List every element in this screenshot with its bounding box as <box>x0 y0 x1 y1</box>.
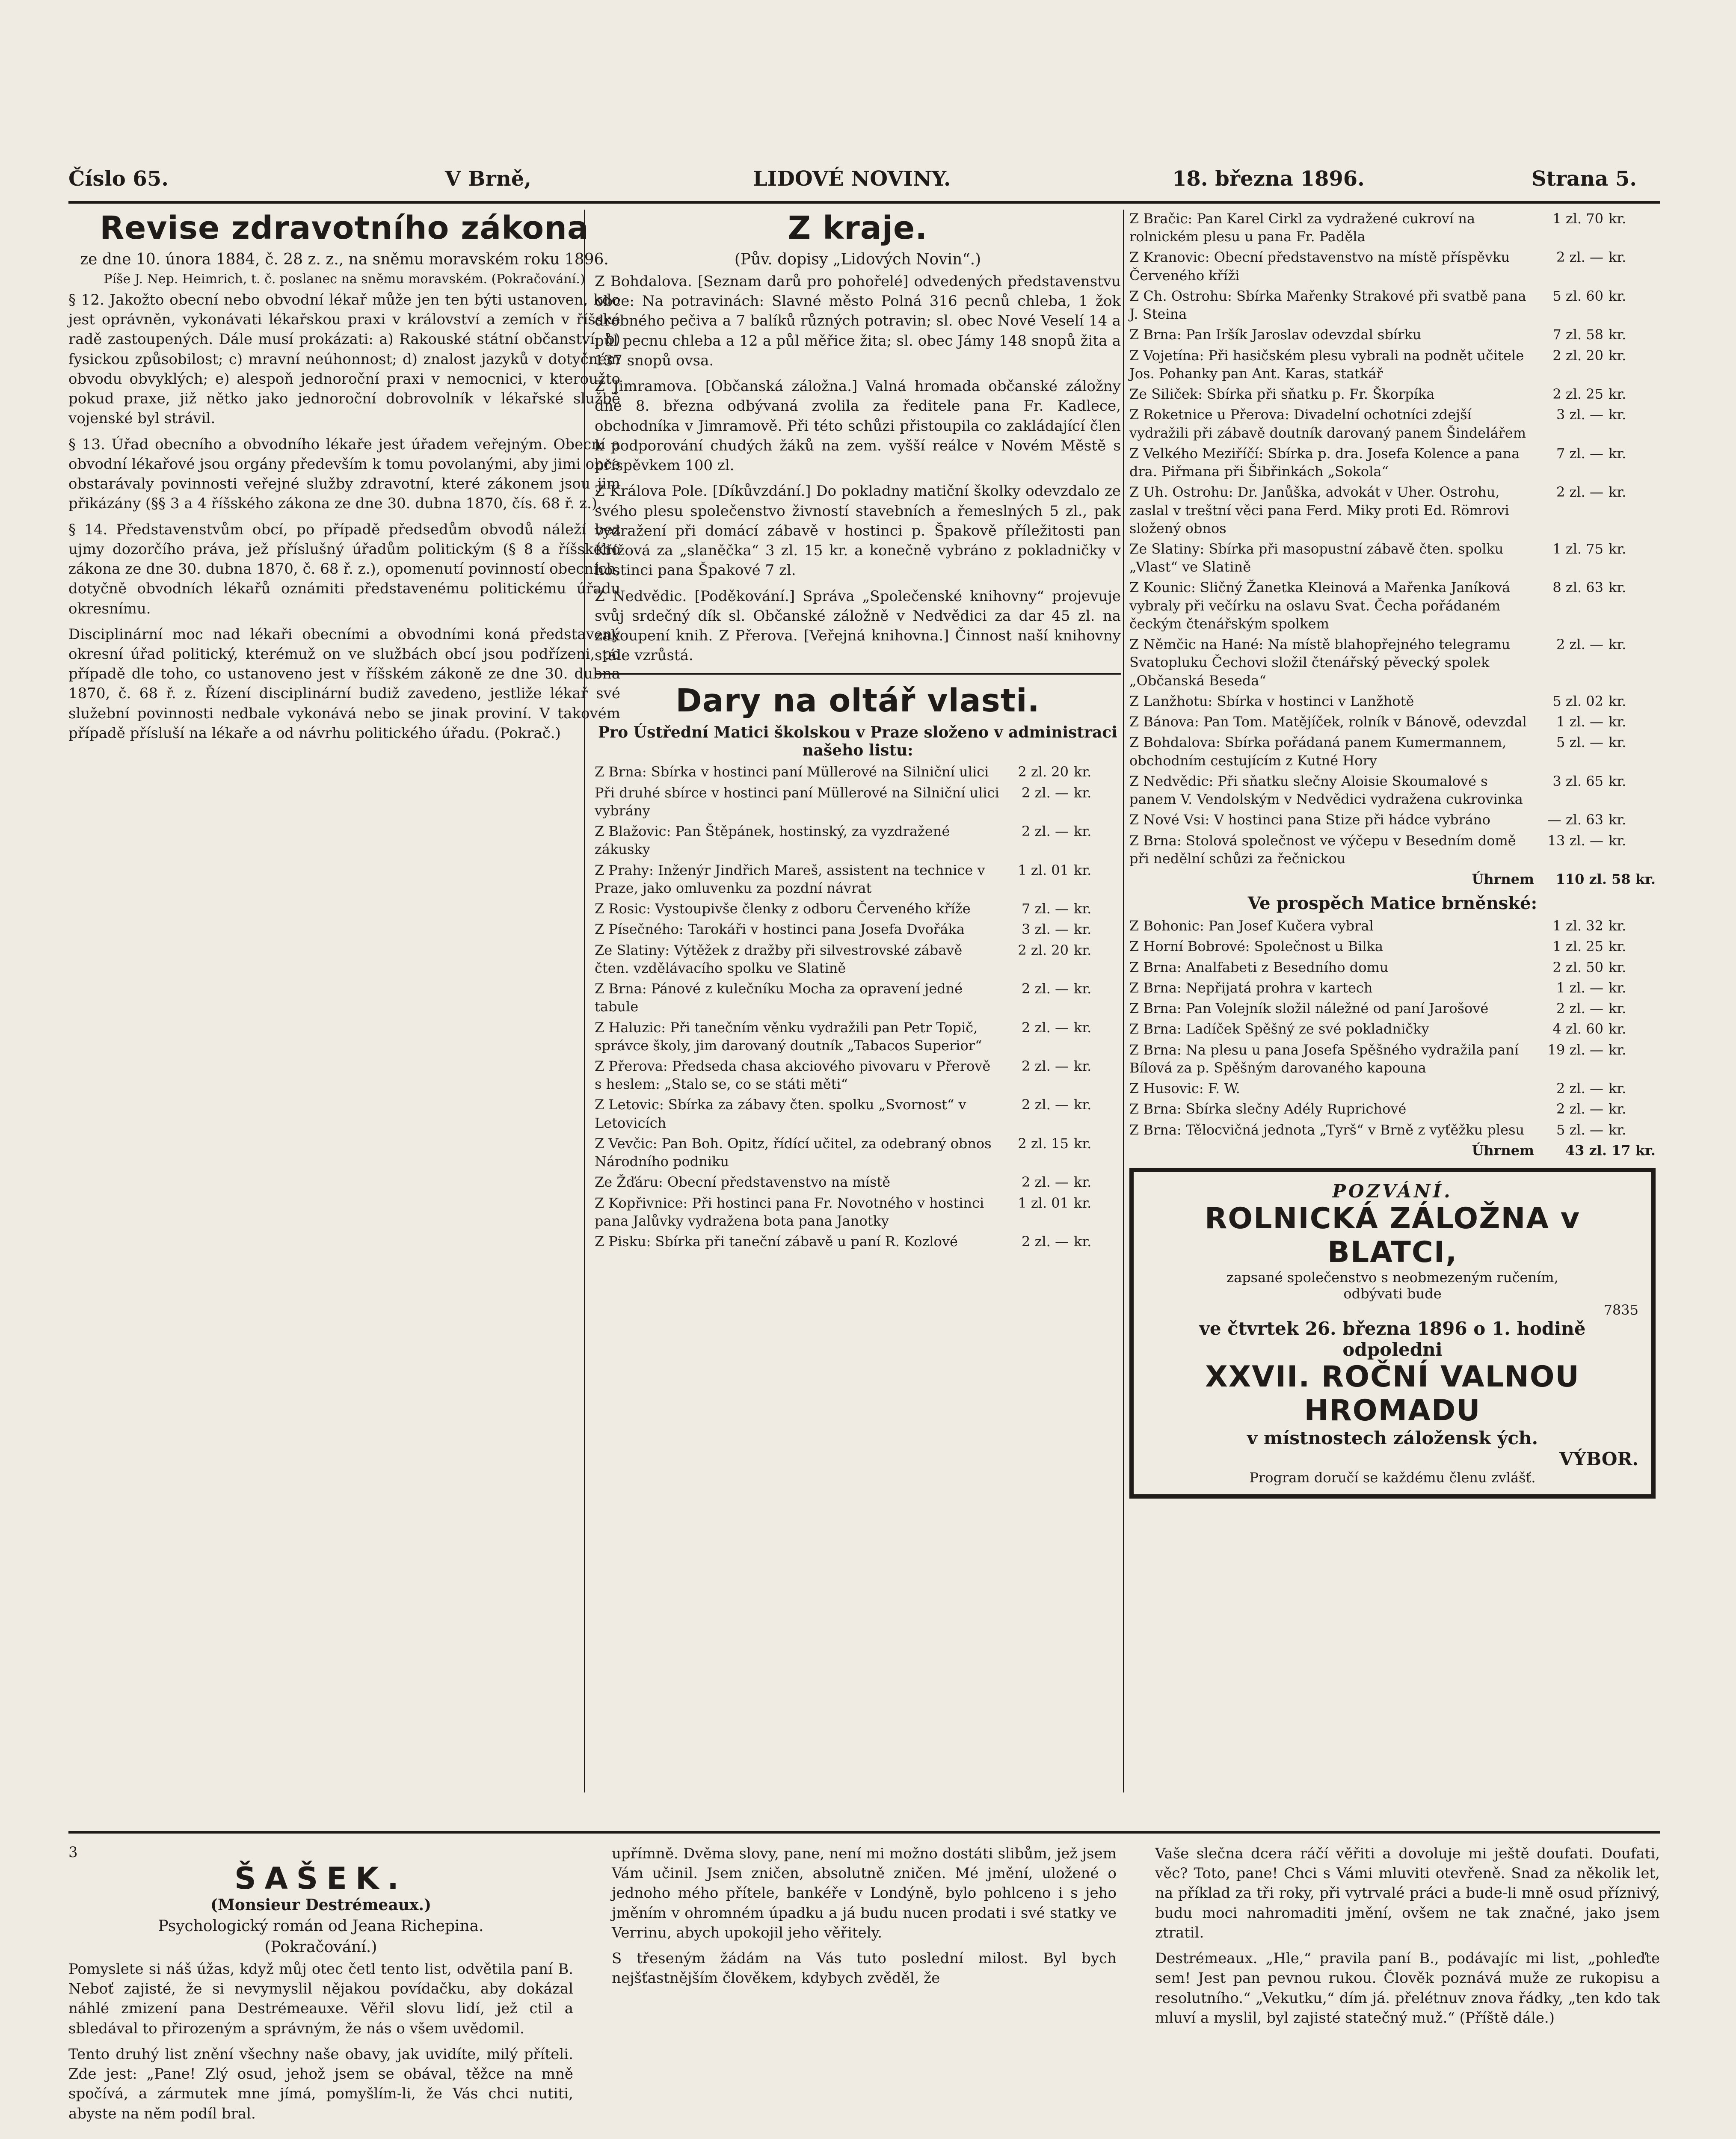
place: V Brně, <box>445 167 531 191</box>
donation-row <box>1129 287 1656 323</box>
donation-unit: kr. <box>1609 1000 1626 1017</box>
donation-amount: 13 zl. — <box>1547 832 1603 849</box>
issue-number: Číslo 65. <box>68 167 169 191</box>
donation-unit: kr. <box>1074 981 1092 997</box>
donation-text: Z Nedvědic: Při sňatku slečny Aloisie Skoumalové s panem V. Vendolským v Nedvědici vydražena cukrovinka <box>1129 773 1523 808</box>
donation-unit: kr. <box>1074 942 1092 958</box>
donation-text: Z Kranovic: Obecní představenstvo na místě příspěvku Červeného kříži <box>1129 249 1510 284</box>
donation-row <box>595 784 1121 820</box>
ad-registered: zapsané společenstvo s neobmezeným ručením, <box>1226 1269 1558 1286</box>
donation-unit: kr. <box>1609 326 1626 343</box>
donation-text: Z Kounic: Sličný Žanetka Kleinová a Mařenka Janíková vybraly při večírku na oslavu Svat. Čecha pořádaném čeckým čtenářským spolkem <box>1129 579 1511 632</box>
feuilleton-rule <box>68 1831 1660 1834</box>
paragraph: Destrémeaux. „Hle,“ pravila paní B., podávajíc mi list, „pohleďte sem! Jest pan pevnou rukou. Člověk poznává muže ze rukopisu a resolutního.“ „Vekutku,“ dím já. přelétnuv znova řádky, „ten kdo tak mluví a myslil, byl zajisté statečný muž.“ (Příště dále.) <box>1155 1950 1660 2026</box>
donation-text: Z Kopřivnice: Při hostinci pana Fr. Novotného v hostinci pana Jalůvky vydražena bota pana Janotky <box>595 1194 984 1229</box>
donation-unit: kr. <box>1609 1041 1626 1058</box>
donation-unit: kr. <box>1609 386 1626 403</box>
donation-unit: kr. <box>1609 579 1626 596</box>
donation-text: Z Pisku: Sbírka při taneční zábavě u paní R. Kozlové <box>595 1233 958 1250</box>
donation-amount: 7 zl. — <box>1022 901 1069 917</box>
article-title: Revise zdravotního zákona <box>100 210 589 246</box>
ad-name: ROLNICKÁ ZÁLOŽNA v BLATCI, <box>1204 1202 1581 1270</box>
donation-row <box>595 1057 1121 1093</box>
donation-amount: 2 zl. — <box>1022 1174 1069 1191</box>
donation-row <box>1129 979 1656 997</box>
donations-continued <box>1129 210 1656 1507</box>
donation-row <box>1129 832 1656 868</box>
total-value: 43 zl. 17 kr. <box>1565 1142 1656 1158</box>
section-title: Z kraje. <box>788 210 928 246</box>
donation-amount: — zl. 63 <box>1547 812 1603 828</box>
matice-title: Ve prospěch Matice brněnské: <box>1247 893 1538 914</box>
ad-meeting: XXVII. ROČNÍ VALNOU HROMADU <box>1205 1360 1580 1428</box>
donation-text: Z Brna: Stolová společnost ve výčepu v Besedním domě při nedělní schůzi za řečnickou <box>1129 832 1516 867</box>
total-row <box>1129 870 1656 888</box>
donation-row <box>1129 1020 1656 1038</box>
donation-row <box>595 822 1121 858</box>
donation-unit: kr. <box>1609 959 1626 975</box>
donation-text: Z Vevčic: Pan Boh. Opitz, řídící učitel, za odebraný obnos Národního podniku <box>595 1135 992 1170</box>
donation-amount: 2 zl. — <box>1022 1096 1069 1113</box>
donation-amount: 7 zl. 58 <box>1552 326 1603 343</box>
donation-amount: 2 zl. — <box>1022 1058 1069 1074</box>
donation-row <box>1129 1079 1656 1097</box>
paragraph: § 13. Úřad obecního a obvodního lékaře jest úřadem veřejným. Obecní a obvodní lékařové jsou orgány především k tomu povolanými, aby jimi obce obstarávaly povinnosti veřejné služby zdravotní, které zákonem jsou jim přikázány (§§ 3 a 4 říšského zákona ze dne 30. dubna 1870, čís. 68 ř. z.). <box>68 436 620 513</box>
paragraph: Z Králova Pole. [Díkůvzdání.] Do pokladny matiční školky odevzdalo ze svého plesu společenstvo živností stavebních a řemeslných 5 zl., pak vydražení při domácí zábavě v hostinci p. Špakově příležitosti pan Křížová za „slaněčka“ 3 zl. 15 kr. a konečně vybráno z pokladničky v hostinci pana Špakové 7 zl. <box>595 483 1121 579</box>
donation-unit: kr. <box>1609 938 1626 955</box>
donation-unit: kr. <box>1609 1021 1626 1037</box>
article-subtitle: ze dne 10. února 1884, č. 28 z. z., na sněmu moravském roku 1896. <box>80 251 609 268</box>
paragraph: upřímně. Dvěma slovy, pane, není mi možno dostáti slibům, jež jsem Vám učinil. Jsem zničen, absolutně zničen. Mé jmění, uložené o jednoho mého přítele, bankéře v Londýně, bylo pohlceno i s jeho jměním v ohromném úpadku a já budu nucen prodati i své statky ve Verrinu, abych upokojil jeho věřitely. <box>612 1845 1117 1941</box>
donation-unit: kr. <box>1609 540 1626 557</box>
donation-unit: kr. <box>1609 734 1626 751</box>
donation-text: Z Brna: Ladíček Spěšný ze své pokladničky <box>1129 1021 1429 1037</box>
donation-text: Z Bánova: Pan Tom. Matějíček, rolník v Bánově, odevzdal <box>1129 714 1527 730</box>
donation-row <box>595 1135 1121 1170</box>
donation-unit: kr. <box>1074 1135 1092 1152</box>
donation-text: Z Velkého Meziříčí: Sbírka p. dra. Josefa Kolence a pana dra. Piřmana při Šibřinkách „Sokola“ <box>1129 445 1520 480</box>
paragraph: Tento druhý list znění všechny naše obavy, jak uvidíte, milý příteli. Zde jest: „Pane! Zlý osud, jehož jsem se obával, těžce na mně spočívá, a zármutek mne jímá, pomyšlím-li, že Vás chci nutiti, abyste na něm podíl bral. <box>68 2045 573 2122</box>
donation-row <box>595 1232 1121 1250</box>
donation-amount: 1 zl. 75 <box>1552 540 1603 557</box>
donation-row <box>1129 578 1656 633</box>
donation-amount: 2 zl. — <box>1556 249 1603 266</box>
donation-amount: 2 zl. 25 <box>1552 386 1603 403</box>
feuilleton-genre: Psychologický román od Jeana Richepina. <box>158 1917 484 1935</box>
donation-unit: kr. <box>1609 249 1626 266</box>
donation-row <box>1129 958 1656 976</box>
donation-row <box>595 941 1121 977</box>
donation-amount: 1 zl. 32 <box>1552 918 1603 934</box>
feuilleton-subtitle: (Monsieur Destrémeaux.) <box>210 1896 431 1914</box>
donation-row <box>595 920 1121 938</box>
donation-text: Z Brna: Sbírka v hostinci paní Müllerové na Silniční ulici <box>595 764 989 780</box>
donation-amount: 5 zl. — <box>1556 1121 1603 1138</box>
donation-row <box>595 1096 1121 1132</box>
donation-row <box>595 1019 1121 1055</box>
donation-text: Z Brna: Tělocvičná jednota „Tyrš“ v Brně z vyťěžku plesu <box>1129 1121 1525 1138</box>
donation-amount: 2 zl. — <box>1022 981 1069 997</box>
donation-row <box>1129 444 1656 480</box>
page-number: Strana 5. <box>1532 167 1637 191</box>
donation-unit: kr. <box>1609 210 1626 227</box>
donation-unit: kr. <box>1609 636 1626 653</box>
donation-row <box>1129 483 1656 537</box>
donation-row <box>1129 692 1656 710</box>
donation-amount: 2 zl. — <box>1022 1233 1069 1250</box>
donation-amount: 2 zl. — <box>1022 784 1069 801</box>
donation-text: Z Brna: Analfabeti z Besedního domu <box>1129 959 1389 975</box>
donation-unit: kr. <box>1609 1080 1626 1097</box>
feuilleton <box>68 1844 1660 2139</box>
issue-date: 18. března 1896. <box>1172 167 1365 191</box>
paragraph: Vaše slečna dcera ráčí věřiti a dovoluje mi ještě doufati. Doufati, věc? Toto, pane! Chci s Vámi mluviti otevřeně. Snad za několik let, na příklad za tři roky, při vytrvalé práci a bude-li mně osud příznivý, budu moci nahromaditi jmění, ovšem ne tak značné, jako jsem ztratil. <box>1155 1845 1660 1941</box>
ad-signed: VÝBOR. <box>1559 1449 1638 1470</box>
feuilleton-column <box>1155 1844 1660 2034</box>
ad-where: v místnostech záložensk ých. <box>1247 1428 1538 1449</box>
donation-unit: kr. <box>1609 812 1626 828</box>
donation-text: Ze Slatiny: Sbírka při masopustní zábavě čten. spolku „Vlast“ ve Slatině <box>1129 540 1504 575</box>
donation-amount: 2 zl. — <box>1556 484 1603 501</box>
divider <box>595 673 1121 675</box>
donation-amount: 4 zl. 60 <box>1552 1021 1603 1037</box>
donation-list <box>1129 210 1656 868</box>
donation-amount: 5 zl. 02 <box>1552 693 1603 709</box>
donation-text: Z Roketnice u Přerova: Divadelní ochotníci zdejší vydražili při zábavě doutník darovaný panem Šindelářem <box>1129 406 1526 441</box>
donation-amount: 3 zl. — <box>1022 921 1069 938</box>
article-byline: Píše J. Nep. Heimrich, t. č. poslanec na sněmu moravském. (Pokračování.) <box>104 272 585 287</box>
donation-unit: kr. <box>1074 1194 1092 1211</box>
paragraph: § 14. Představenstvům obcí, po případě předsedům obvodů náleží bez ujmy dozorčího práva, jež příslušný úřadům politickým (§ 8 a říšského zákona ze dne 30. dubna 1870, č. 68 ř. z.), opomenutí povinností obecních, dotyčně obvodních lékařů oznámiti představenému politickému úřadu okresnímu. <box>68 521 620 617</box>
donation-amount: 19 zl. — <box>1547 1041 1603 1058</box>
donation-row <box>595 1194 1121 1230</box>
donation-amount: 1 zl. 01 <box>1018 1194 1069 1211</box>
donation-unit: kr. <box>1074 921 1092 938</box>
donation-text: Z Bračic: Pan Karel Cirkl za vydražené cukroví na rolnickém plesu u pana Fr. Paděla <box>1129 210 1475 245</box>
donation-amount: 1 zl. — <box>1556 979 1603 996</box>
donation-text: Z Nové Vsi: V hostinci pana Stize při hádce vybráno <box>1129 812 1490 828</box>
donation-unit: kr. <box>1609 406 1626 423</box>
donation-text: Z Brna: Sbírka slečny Adély Ruprichové <box>1129 1101 1407 1117</box>
altar-title: Dary na oltář vlasti. <box>675 682 1040 720</box>
donation-unit: kr. <box>1074 1174 1092 1191</box>
column-rule <box>1123 210 1124 1792</box>
donation-text: Z Brna: Na plesu u pana Josefa Spěšného vydražila paní Bílová za p. Spěšným darovaného kapouna <box>1129 1041 1519 1076</box>
donation-unit: kr. <box>1074 1058 1092 1074</box>
donation-text: Z Uh. Ostrohu: Dr. Janůška, advokát v Uher. Ostrohu, zaslal v treštní věci pana Ferd. Miky proti Ed. Römrovi složený obnos <box>1129 484 1509 536</box>
donation-text: Z Prahy: Inženýr Jindřich Mareš, assistent na technice v Praze, jako omluvenku za pozdní návrat <box>595 862 985 896</box>
donation-row <box>1129 210 1656 246</box>
paragraph: Z Nedvědic. [Poděkování.] Správa „Společenské knihovny“ projevuje svůj srdečný dík sl. Občanské záložně v Nedvědici za dar 45 zl. na zakoupení knih. Z Přerova. [Veřejná knihovna.] Činnost naší knihovny stále vzrůstá. <box>595 587 1121 664</box>
donation-amount: 3 zl. 65 <box>1552 773 1603 789</box>
donation-unit: kr. <box>1609 773 1626 789</box>
paragraph: Z Bohdalova. [Seznam darů pro pohořelé] odvedených představenstvu obce: Na potravinách: Slavné město Polná 316 pecnů chleba, 1 žok drobného pečiva a 7 balíků různých potravin; sl. obec Nové Veselí 14 a půl pecnu chleba a 12 a půl měřice žita; sl. obec Jámy 148 snopů žita a 137 snopů ovsa. <box>595 273 1121 369</box>
donation-text: Z Vojetína: Při hasičském plesu vybrali na podnět učitele Jos. Pohanky pan Ant. Karas, statkář <box>1129 347 1524 382</box>
donation-unit: kr. <box>1609 445 1626 462</box>
donation-list <box>595 763 1121 1250</box>
donation-amount: 3 zl. — <box>1556 406 1603 423</box>
donation-row <box>1129 540 1656 576</box>
donation-unit: kr. <box>1609 1101 1626 1117</box>
paragraph: Z Jimramova. [Občanská záložna.] Valná hromada občanské záložny dne 8. března odbývaná zvolila za ředitele pana Fr. Kadlece, obchodníka v Jimramově. Při této schůzi přistoupila co zakládající člen k podporování chudých žáků na zem. vyšší reálce v Novém Městě s příspěvkem 100 zl. <box>595 378 1121 474</box>
donation-unit: kr. <box>1609 714 1626 730</box>
donation-row <box>1129 1100 1656 1118</box>
donation-row <box>1129 713 1656 731</box>
donation-amount: 8 zl. 63 <box>1552 579 1603 596</box>
paragraph: Pomyslete si náš úžas, když můj otec četl tento list, odvětila paní B. Neboť zajisté, že si nevymyslil nějakou povídačku, aby dokázal náhlé zmizení pana Destrémeauxe. Věřil slovu lidí, jež ctil a sbledával to přirozeným a správným, že nás o všem uvědomil. <box>68 1961 573 2037</box>
donation-unit: kr. <box>1074 901 1092 917</box>
donation-row <box>1129 999 1656 1017</box>
donation-text: Z Brna: Pan Volejník složil náležné od paní Jarošové <box>1129 1000 1489 1017</box>
ad-when: ve čtvrtek 26. března 1896 o 1. hodině odpoledni <box>1199 1318 1586 1360</box>
donation-text: Z Lanžhotu: Sbírka v hostinci v Lanžhotě <box>1129 693 1414 709</box>
donation-amount: 5 zl. — <box>1556 734 1603 751</box>
donation-unit: kr. <box>1074 823 1092 840</box>
donation-row <box>1129 1121 1656 1139</box>
feuilleton-title: ŠAŠEK. <box>234 1861 407 1896</box>
donation-amount: 2 zl. 20 <box>1018 942 1069 958</box>
paragraph: Disciplinární moc nad lékaři obecními a obvodními koná představený okresní úřad politický, kterémuž on ve službách obcí jsou podřízeni, po případě dle toho, co ustanoveno jest v říšském zákoně ze dne 30. dubna 1870, č. 68 ř. z. Řízení disciplinární budiž zavedeno, jestliže lékař své služební povinnosti nedbale vykonává nebo se jinak proviní. V takovém případě přísluší na lékaře a od návrhu politického úřadu. (Pokrač.) <box>68 625 620 742</box>
newspaper-name: LIDOVÉ NOVINY. <box>753 167 951 191</box>
donation-text: Z Horní Bobrové: Společnost u Bilka <box>1129 938 1383 955</box>
donation-amount: 2 zl. — <box>1556 1000 1603 1017</box>
donation-unit: kr. <box>1609 1121 1626 1138</box>
donation-unit: kr. <box>1609 918 1626 934</box>
donation-amount: 2 zl. 20 <box>1552 347 1603 364</box>
donation-text: Z Haluzic: Při tanečním věnku vydražili pan Petr Topič, správce školy, jim darovaný doutník „Tabacos Superior“ <box>595 1019 982 1054</box>
donation-amount: 2 zl. — <box>1556 1101 1603 1117</box>
total-row <box>1129 1141 1656 1159</box>
donation-text: Z Husovic: F. W. <box>1129 1080 1240 1097</box>
donation-row <box>1129 406 1656 441</box>
ad-note: Program doručí se každému členu zvlášť. <box>1249 1469 1536 1486</box>
donation-amount: 1 zl. 01 <box>1018 862 1069 878</box>
donation-text: Z Němčic na Hané: Na místě blahopřejného telegramu Svatopluku Čechovi složil čtenářský pěvecký spolek „Občanská Beseda“ <box>1129 636 1511 689</box>
donation-row <box>595 1173 1121 1191</box>
donation-text: Z Písečného: Tarokáři v hostinci pana Josefa Dvořáka <box>595 921 965 938</box>
donation-text: Z Blažovic: Pan Štěpánek, hostinský, za vyzdražené zákusky <box>595 823 950 858</box>
donation-amount: 2 zl. 15 <box>1018 1135 1069 1152</box>
donation-row <box>1129 811 1656 829</box>
donation-row <box>1129 917 1656 935</box>
donation-list <box>1129 917 1656 1139</box>
donation-text: Z Brna: Pánové z kulečníku Mocha za opravení jedné tabule <box>595 981 963 1015</box>
donation-row <box>1129 772 1656 808</box>
donation-text: Z Brna: Pan Iršík Jaroslav odevzdal sbírku <box>1129 326 1422 343</box>
donation-amount: 2 zl. — <box>1556 636 1603 653</box>
donation-row <box>1129 937 1656 955</box>
total-label: Úhrnem <box>1472 871 1534 887</box>
donation-unit: kr. <box>1609 979 1626 996</box>
donation-row <box>595 980 1121 1016</box>
donation-amount: 2 zl. — <box>1556 1080 1603 1097</box>
donation-row <box>1129 1041 1656 1077</box>
donation-row <box>1129 326 1656 344</box>
donation-row <box>595 861 1121 897</box>
donation-unit: kr. <box>1074 1096 1092 1113</box>
donation-row <box>1129 385 1656 403</box>
donation-unit: kr. <box>1074 1233 1092 1250</box>
donation-text: Ze Žďáru: Obecní představenstvo na místě <box>595 1174 891 1191</box>
donation-unit: kr. <box>1074 764 1092 780</box>
altar-subtitle: Pro Ústřední Matici školskou v Praze složeno v administraci našeho listu: <box>598 723 1117 760</box>
paragraph: § 12. Jakožto obecní nebo obvodní lékař může jen ten býti ustanoven, kdo jest oprávněn, vykonávati lékařskou praxi v království a zemích v říšské radě zastoupených. Dále musí prokázati: a) Rakouské státní občanství; b) fysickou způsobilost; c) mravní neúhonnost; d) znalost jazyků v dotyčném obvodu obvyklých; e) alespoň jednoroční praxi v nemocnici, v kteroužto pokud praxe, již nětko jako jednoroční dobrovolník v lékařské službě vojenské byl strávil. <box>68 291 620 427</box>
donation-amount: 1 zl. — <box>1556 714 1603 730</box>
donation-row <box>1129 733 1656 769</box>
donation-text: Ze Slatiny: Výtěžek z dražby při silvestrovské zábavě čten. vzdělávacího spolku ve Slatině <box>595 942 963 976</box>
donation-unit: kr. <box>1609 347 1626 364</box>
donation-text: Z Bohdalova: Sbírka pořádaná panem Kumermannem, obchodním cestujícím z Kutné Hory <box>1129 734 1507 769</box>
feuilleton-column <box>612 1844 1117 1994</box>
donation-row <box>1129 635 1656 690</box>
masthead <box>68 163 1660 204</box>
total-value: 110 zl. 58 kr. <box>1555 871 1656 887</box>
paragraph: S třeseným žádám na Vás tuto poslední milost. Byl bych nejšťastnějším člověkem, kdybych zvěděl, že <box>612 1950 1117 1987</box>
donation-row <box>595 763 1121 781</box>
feuilleton-cont: (Pokračování.) <box>264 1938 377 1956</box>
donation-text: Z Ch. Ostrohu: Sbírka Mařenky Strakové při svatbě pana J. Steina <box>1129 287 1526 323</box>
donation-amount: 1 zl. 70 <box>1552 210 1603 227</box>
donation-amount: 2 zl. — <box>1022 1019 1069 1036</box>
donation-amount: 2 zl. — <box>1022 823 1069 840</box>
donation-text: Z Rosic: Vystoupivše členky z odboru Červeného kříže <box>595 901 971 917</box>
donation-text: Z Brna: Nepřijatá prohra v kartech <box>1129 979 1373 996</box>
ad-invite: POZVÁNÍ. <box>1332 1181 1453 1202</box>
donation-unit: kr. <box>1609 484 1626 501</box>
donation-row <box>1129 248 1656 284</box>
donation-amount: 2 zl. 50 <box>1552 959 1603 975</box>
donation-unit: kr. <box>1609 832 1626 849</box>
donation-text: Z Přerova: Předseda chasa akciového pivovaru v Přerově s heslem: „Stalo se, co se státi měti“ <box>595 1058 991 1093</box>
donation-amount: 2 zl. 20 <box>1018 764 1069 780</box>
donation-unit: kr. <box>1074 784 1092 801</box>
donation-unit: kr. <box>1074 1019 1092 1036</box>
donation-unit: kr. <box>1609 287 1626 304</box>
donation-row <box>1129 347 1656 382</box>
article-health-law <box>68 210 620 749</box>
ad-number: 7835 <box>1603 1302 1638 1318</box>
advertisement <box>1129 1168 1656 1499</box>
feuilleton-column <box>68 1844 573 2130</box>
donation-text: Ze Siliček: Sbírka při sňatku p. Fr. Škorpíka <box>1129 386 1435 403</box>
donation-text: Při druhé sbírce v hostinci paní Müllerové na Silniční ulici vybrány <box>595 784 999 819</box>
donation-text: Z Bohonic: Pan Josef Kučera vybral <box>1129 918 1374 934</box>
donation-row <box>595 900 1121 918</box>
donation-amount: 1 zl. 25 <box>1552 938 1603 955</box>
donation-amount: 7 zl. — <box>1556 445 1603 462</box>
section-subtitle: (Pův. dopisy „Lidových Novin“.) <box>734 251 981 268</box>
donation-unit: kr. <box>1609 693 1626 709</box>
ad-when-intro: odbývati bude <box>1343 1286 1442 1302</box>
donation-amount: 5 zl. 60 <box>1552 287 1603 304</box>
regional-news <box>595 210 1121 1253</box>
total-label: Úhrnem <box>1472 1142 1534 1158</box>
donation-text: Z Letovic: Sbírka za zábavy čten. spolku „Svornost“ v Letovicích <box>595 1096 966 1131</box>
donation-unit: kr. <box>1074 862 1092 878</box>
feuilleton-number: 3 <box>68 1844 78 1861</box>
